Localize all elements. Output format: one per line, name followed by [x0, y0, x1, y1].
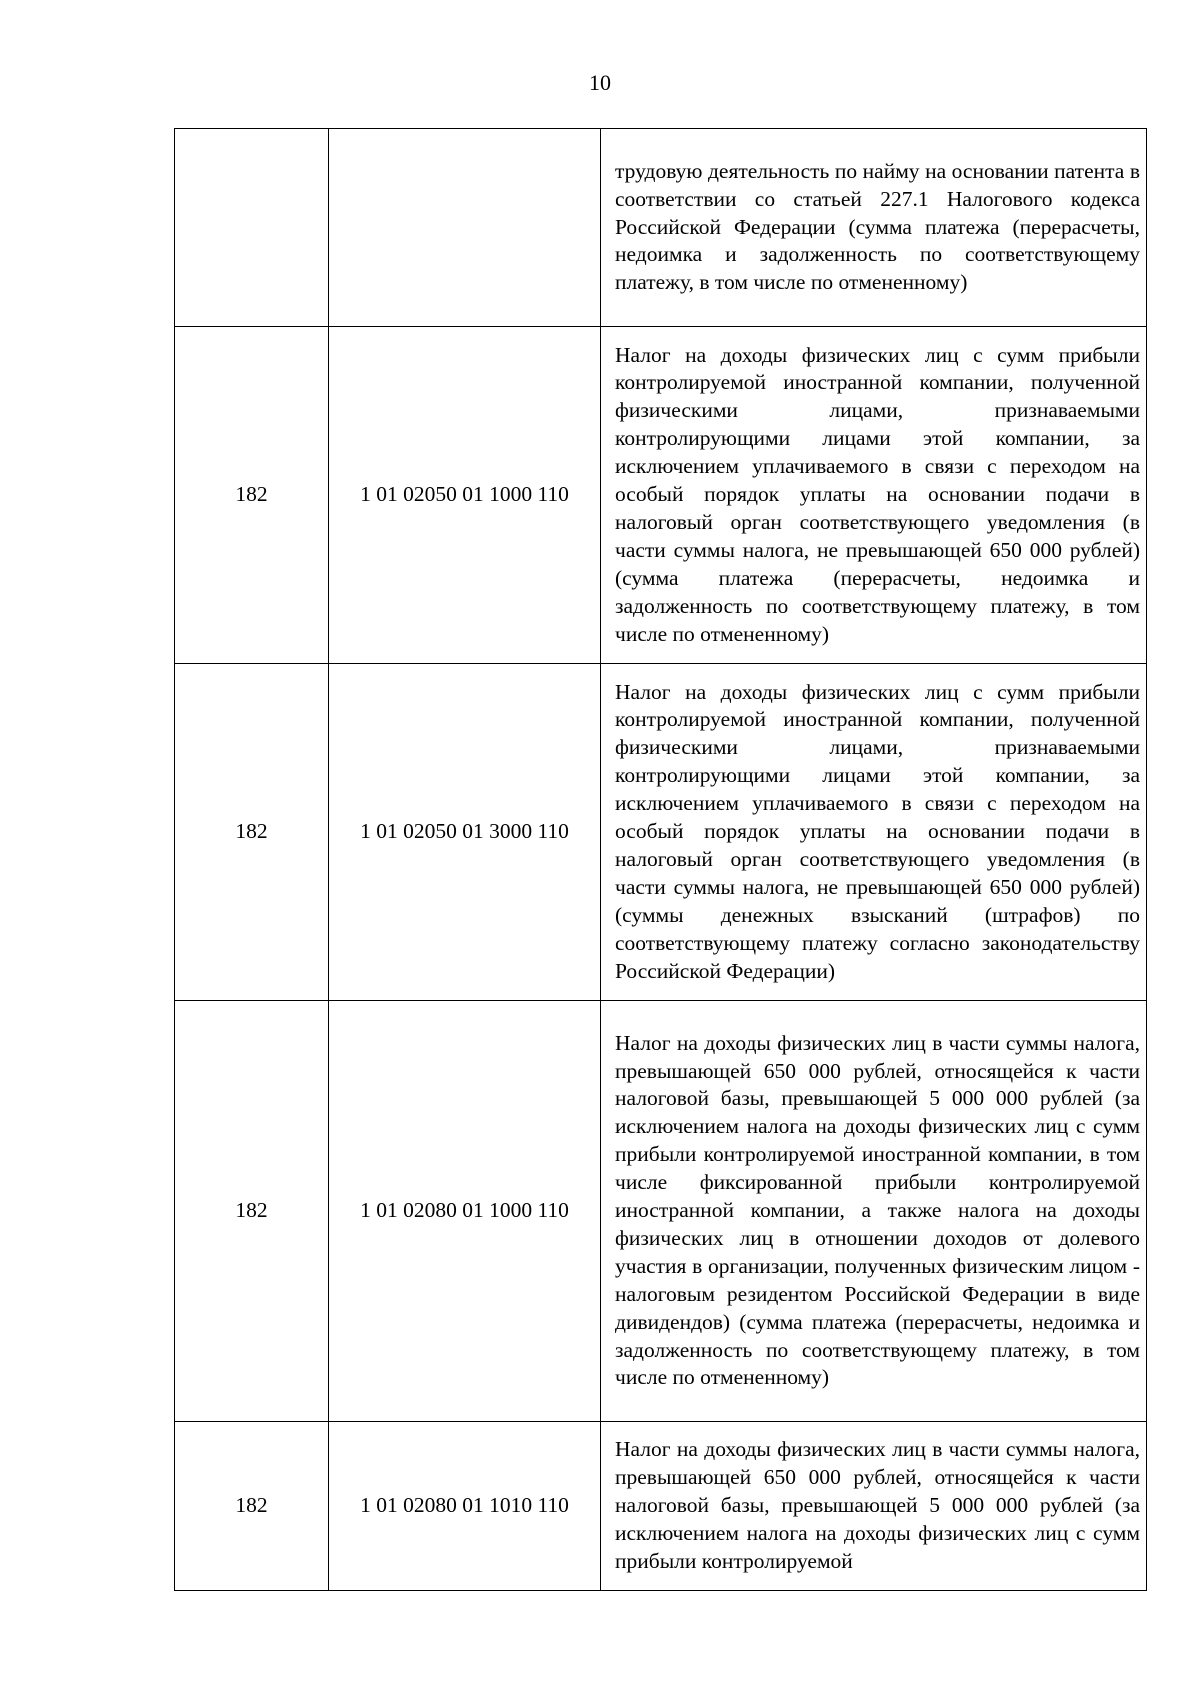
income-name-text: трудовую деятельность по найму на основании патента в соответствии со статьей 227.1 Налогового кодекса Российской Федерации (сумма платежа (перерасчеты, недоимка и задолженность по соответствующему платежу, в том числе по отмененному)	[615, 158, 1140, 295]
budget-code-cell: 1 01 02050 01 3000 110	[329, 664, 601, 1001]
page-number: 10	[589, 70, 611, 95]
table-row	[175, 664, 1147, 1001]
admin-code-cell: 182	[175, 327, 329, 664]
income-name-cell	[601, 129, 1147, 327]
table-row	[175, 327, 1147, 664]
budget-code-cell	[329, 129, 601, 327]
income-name-text: Налог на доходы физических лиц с сумм прибыли контролируемой иностранной компании, полученной физическими лицами, признаваемыми контролирующими лицами этой компании, за исключением уплачиваемого в связи с переходом на особый порядок уплаты на основании подачи в налоговый орган соответствующего уведомления (в части суммы налога, не превышающей 650 000 рублей) (суммы денежных взысканий (штрафов) по соответствующему платежу согласно законодательству Российской Федерации)	[615, 679, 1140, 983]
income-name-cell	[601, 1001, 1147, 1422]
admin-code-cell: 182	[175, 1422, 329, 1591]
budget-code-cell: 1 01 02050 01 1000 110	[329, 327, 601, 664]
table-row	[175, 1001, 1147, 1422]
table-row	[175, 129, 1147, 327]
income-name-text: Налог на доходы физических лиц в части суммы налога, превышающей 650 000 рублей, относящейся к части налоговой базы, превышающей 5 000 000 рублей (за исключением налога на доходы физических лиц с сумм прибыли контролируемой	[615, 1437, 1140, 1573]
income-name-text: Налог на доходы физических лиц с сумм прибыли контролируемой иностранной компании, полученной физическими лицами, признаваемыми контролирующими лицами этой компании, за исключением уплачиваемого в связи с переходом на особый порядок уплаты на основании подачи в налоговый орган соответствующего уведомления (в части суммы налога, не превышающей 650 000 рублей) (сумма платежа (перерасчеты, недоимка и задолженность по соответствующему платежу, в том числе по отмененному)	[615, 342, 1140, 646]
income-name-cell	[601, 1422, 1147, 1591]
income-name-text: Налог на доходы физических лиц в части суммы налога, превышающей 650 000 рублей, относящейся к части налоговой базы, превышающей 5 000 000 рублей (за исключением налога на доходы физических лиц с сумм прибыли контролируемой иностранной компании, в том числе фиксированной прибыли контролируемой иностранной компании, а также налога на доходы физических лиц в отношении доходов от долевого участия в организации, полученных физическим лицом - налоговым резидентом Российской Федерации в виде дивидендов) (сумма платежа (перерасчеты, недоимка и задолженность по соответствующему платежу, в том числе по отмененному)	[615, 1030, 1140, 1390]
income-name-cell	[601, 664, 1147, 1001]
budget-code-cell: 1 01 02080 01 1010 110	[329, 1422, 601, 1591]
table-row	[175, 1422, 1147, 1591]
admin-code-cell: 182	[175, 1001, 329, 1422]
budget-code-cell: 1 01 02080 01 1000 110	[329, 1001, 601, 1422]
admin-code-cell: 182	[175, 664, 329, 1001]
admin-code-cell	[175, 129, 329, 327]
income-name-cell	[601, 327, 1147, 664]
budget-classification-table	[174, 128, 1147, 1591]
